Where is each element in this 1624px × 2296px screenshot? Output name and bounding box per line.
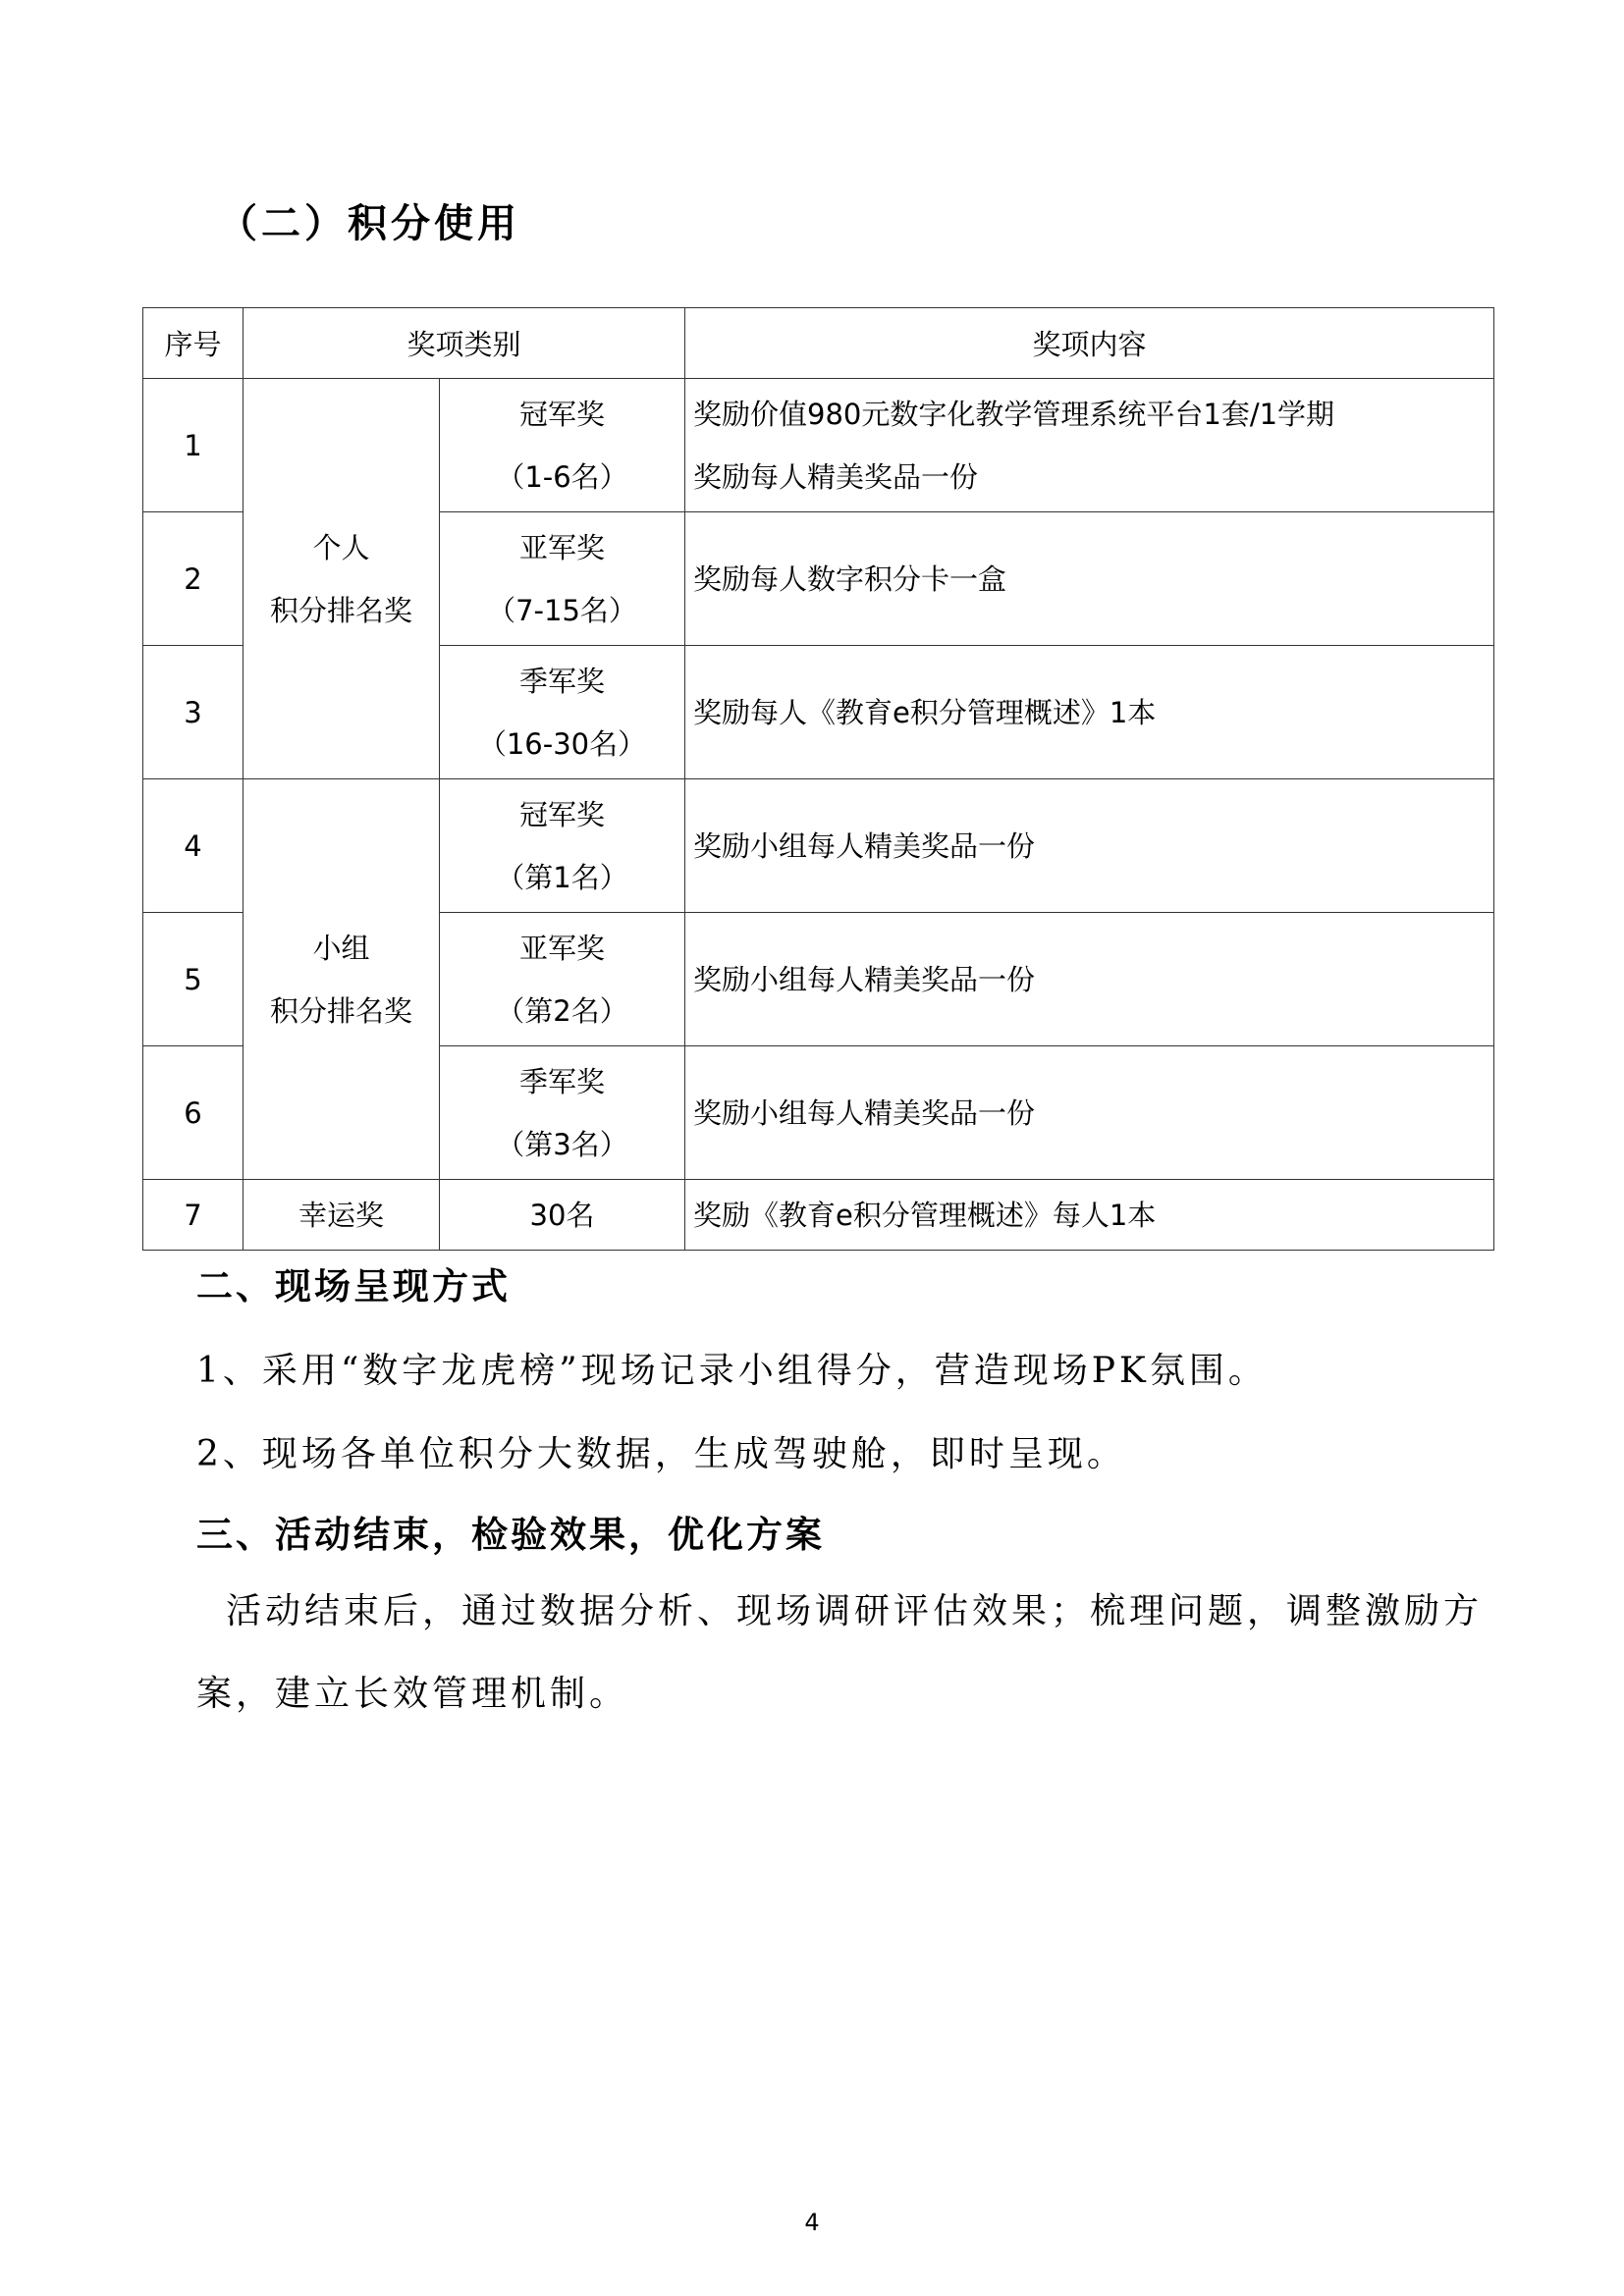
content-cell: 奖励每人数字积分卡一盒 [685,512,1494,646]
table-row [143,779,1494,913]
prize-range: （第3名） [496,1127,628,1161]
row-num: 6 [143,1046,244,1180]
prize-range: （16-30名） [477,726,647,761]
content-cell: 奖励小组每人精美奖品一份 [685,779,1494,913]
content-line: 奖励价值980元数字化教学管理系统平台1套/1学期 [693,397,1335,431]
prize-name: 亚军奖 [519,931,606,965]
header-num: 序号 [143,308,244,379]
page-number: 4 [804,2209,820,2236]
content-cell: 奖励《教育e积分管理概述》每人1本 [685,1180,1494,1251]
prize-cell [440,913,685,1046]
prize-name: 季军奖 [519,664,606,698]
prize-name: 亚军奖 [519,530,606,564]
header-content: 奖项内容 [685,308,1494,379]
paragraph: 活动结束后，通过数据分析、现场调研评估效果；梳理问题，调整激励方案，建立长效管理机制。 [196,1591,1484,1714]
table-row [143,1180,1494,1251]
prize-range: （1-6名） [496,459,628,494]
prize-range: （第1名） [496,860,628,894]
category-individual [244,379,440,779]
content-cell: 奖励每人《教育e积分管理概述》1本 [685,646,1494,779]
category-team [244,779,440,1180]
prize-name: 冠军奖 [519,797,606,831]
content-line: 奖励每人精美奖品一份 [693,459,979,494]
prize-cell [440,646,685,779]
section-heading: 二、现场呈现方式 [196,1265,511,1308]
category-line: 积分排名奖 [269,993,412,1028]
prize-cell [440,512,685,646]
row-num: 3 [143,646,244,779]
section-title: （二）积分使用 [218,201,520,246]
content-cell: 奖励小组每人精美奖品一份 [685,1046,1494,1180]
paragraph: 2、现场各单位积分大数据，生成驾驶舱，即时呈现。 [196,1434,1126,1474]
table-row [143,379,1494,512]
row-num: 7 [143,1180,244,1251]
category-line: 积分排名奖 [269,593,412,627]
prize-range: （第2名） [496,993,628,1028]
prize-name: 季军奖 [519,1064,606,1098]
prize-name: 冠军奖 [519,397,606,431]
awards-table [142,307,1494,1251]
content-cell [685,379,1494,512]
prize-range: （7-15名） [487,593,637,627]
row-num: 5 [143,913,244,1046]
category-line: 小组 [312,931,370,965]
content-cell: 奖励小组每人精美奖品一份 [685,913,1494,1046]
prize-cell [440,779,685,913]
prize-cell: 30名 [440,1180,685,1251]
prize-cell [440,379,685,512]
prize-cell [440,1046,685,1180]
table-header-row [143,308,1494,379]
section-heading: 三、活动结束，检验效果，优化方案 [196,1514,825,1556]
header-category: 奖项类别 [244,308,685,379]
paragraph: 1、采用“数字龙虎榜”现场记录小组得分，营造现场PK氛围。 [196,1351,1268,1391]
category-line: 个人 [312,530,370,564]
category-lucky: 幸运奖 [244,1180,440,1251]
row-num: 2 [143,512,244,646]
row-num: 4 [143,779,244,913]
row-num: 1 [143,379,244,512]
